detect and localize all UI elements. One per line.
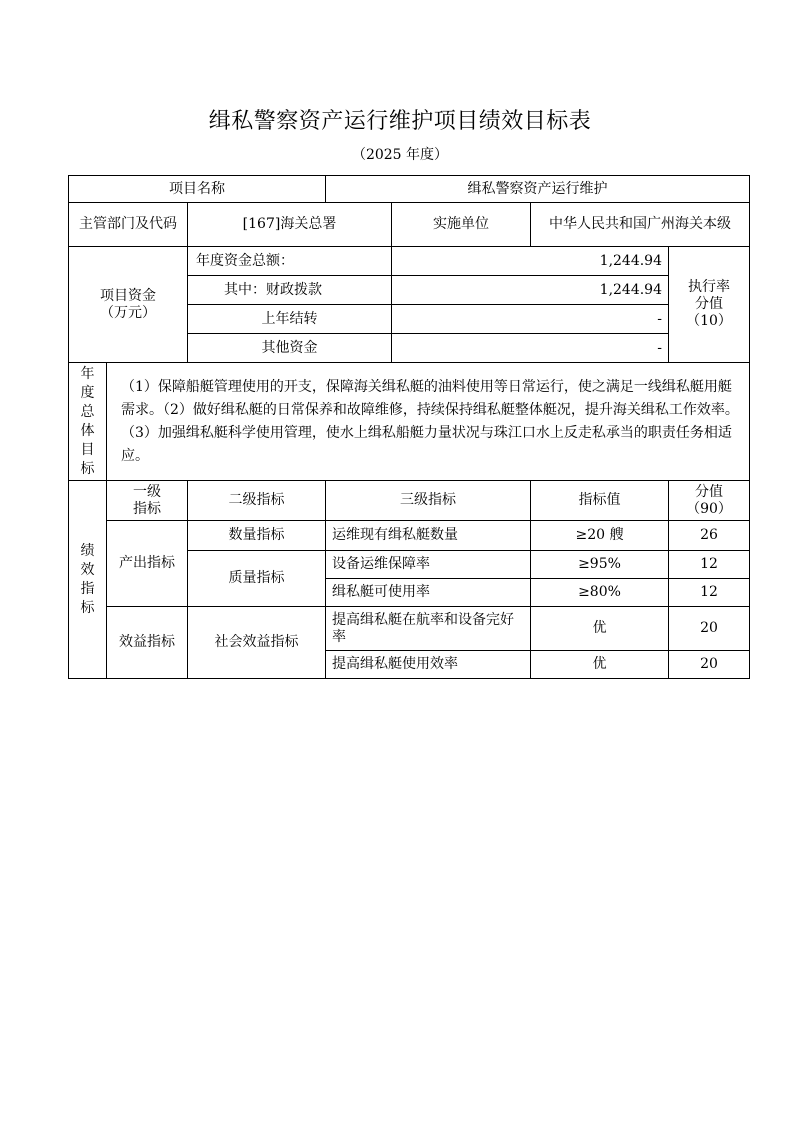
- indicator-score: 20: [669, 651, 750, 679]
- perf-indicator-label: 绩 效 指 标: [69, 481, 107, 679]
- indicator-value: ≥20 艘: [531, 521, 669, 551]
- project-name-value: 缉私警察资产运行维护: [326, 176, 750, 203]
- funds-carryover-label: 上年结转: [188, 305, 392, 334]
- social-benefit-indicator-label: 社会效益指标: [188, 607, 326, 679]
- indicator-score: 20: [669, 607, 750, 651]
- indicator-name: 提高缉私艇在航率和设备完好率: [326, 607, 531, 651]
- quality-indicator-label: 质量指标: [188, 551, 326, 607]
- funds-total-value: 1,244.94: [392, 247, 669, 276]
- funds-other-value: -: [392, 334, 669, 363]
- indicator-name: 提高缉私艇使用效率: [326, 651, 531, 679]
- header-level3: 三级指标: [326, 481, 531, 521]
- execution-rate-label: 执行率 分值 （10）: [669, 247, 750, 363]
- funds-fiscal-value: 1,244.94: [392, 276, 669, 305]
- implementer-label: 实施单位: [392, 203, 531, 247]
- page-title: 缉私警察资产运行维护项目绩效目标表: [208, 109, 592, 134]
- project-name-label: 项目名称: [69, 176, 326, 203]
- indicator-name: 运维现有缉私艇数量: [326, 521, 531, 551]
- performance-target-table: [68, 175, 750, 679]
- funds-total-label: 年度资金总额：: [188, 247, 392, 276]
- funds-label: 项目资金 （万元）: [69, 247, 188, 363]
- indicator-value: ≥80%: [531, 579, 669, 607]
- indicator-score: 26: [669, 521, 750, 551]
- indicator-value: 优: [531, 607, 669, 651]
- funds-carryover-value: -: [392, 305, 669, 334]
- quantity-indicator-label: 数量指标: [188, 521, 326, 551]
- header-value: 指标值: [531, 481, 669, 521]
- page-subtitle: （2025 年度）: [351, 147, 449, 163]
- indicator-score: 12: [669, 579, 750, 607]
- indicator-value: ≥95%: [531, 551, 669, 579]
- output-indicator-label: 产出指标: [107, 521, 188, 607]
- header-score: 分值 （90）: [669, 481, 750, 521]
- indicator-value: 优: [531, 651, 669, 679]
- indicator-score: 12: [669, 551, 750, 579]
- benefit-indicator-label: 效益指标: [107, 607, 188, 679]
- implementer-value: 中华人民共和国广州海关本级: [531, 203, 750, 247]
- header-level1: 一级 指标: [107, 481, 188, 521]
- department-value: [167]海关总署: [188, 203, 392, 247]
- indicator-name: 缉私艇可使用率: [326, 579, 531, 607]
- annual-goal-label: 年 度 总 体 目 标: [69, 363, 107, 481]
- department-label: 主管部门及代码: [69, 203, 188, 247]
- annual-goal-text: （1）保障船艇管理使用的开支，保障海关缉私艇的油料使用等日常运行，使之满足一线缉私艇用艇需求。（2）做好缉私艇的日常保养和故障维修，持续保持缉私艇整体艇况，提升海关缉私工作效率。（3）加强缉私艇科学使用管理，使水上缉私船艇力量状况与珠江口水上反走私承当的职责任务相适应。: [107, 363, 750, 481]
- header-level2: 二级指标: [188, 481, 326, 521]
- funds-other-label: 其他资金: [188, 334, 392, 363]
- funds-fiscal-label: 其中：财政拨款: [188, 276, 392, 305]
- indicator-name: 设备运维保障率: [326, 551, 531, 579]
